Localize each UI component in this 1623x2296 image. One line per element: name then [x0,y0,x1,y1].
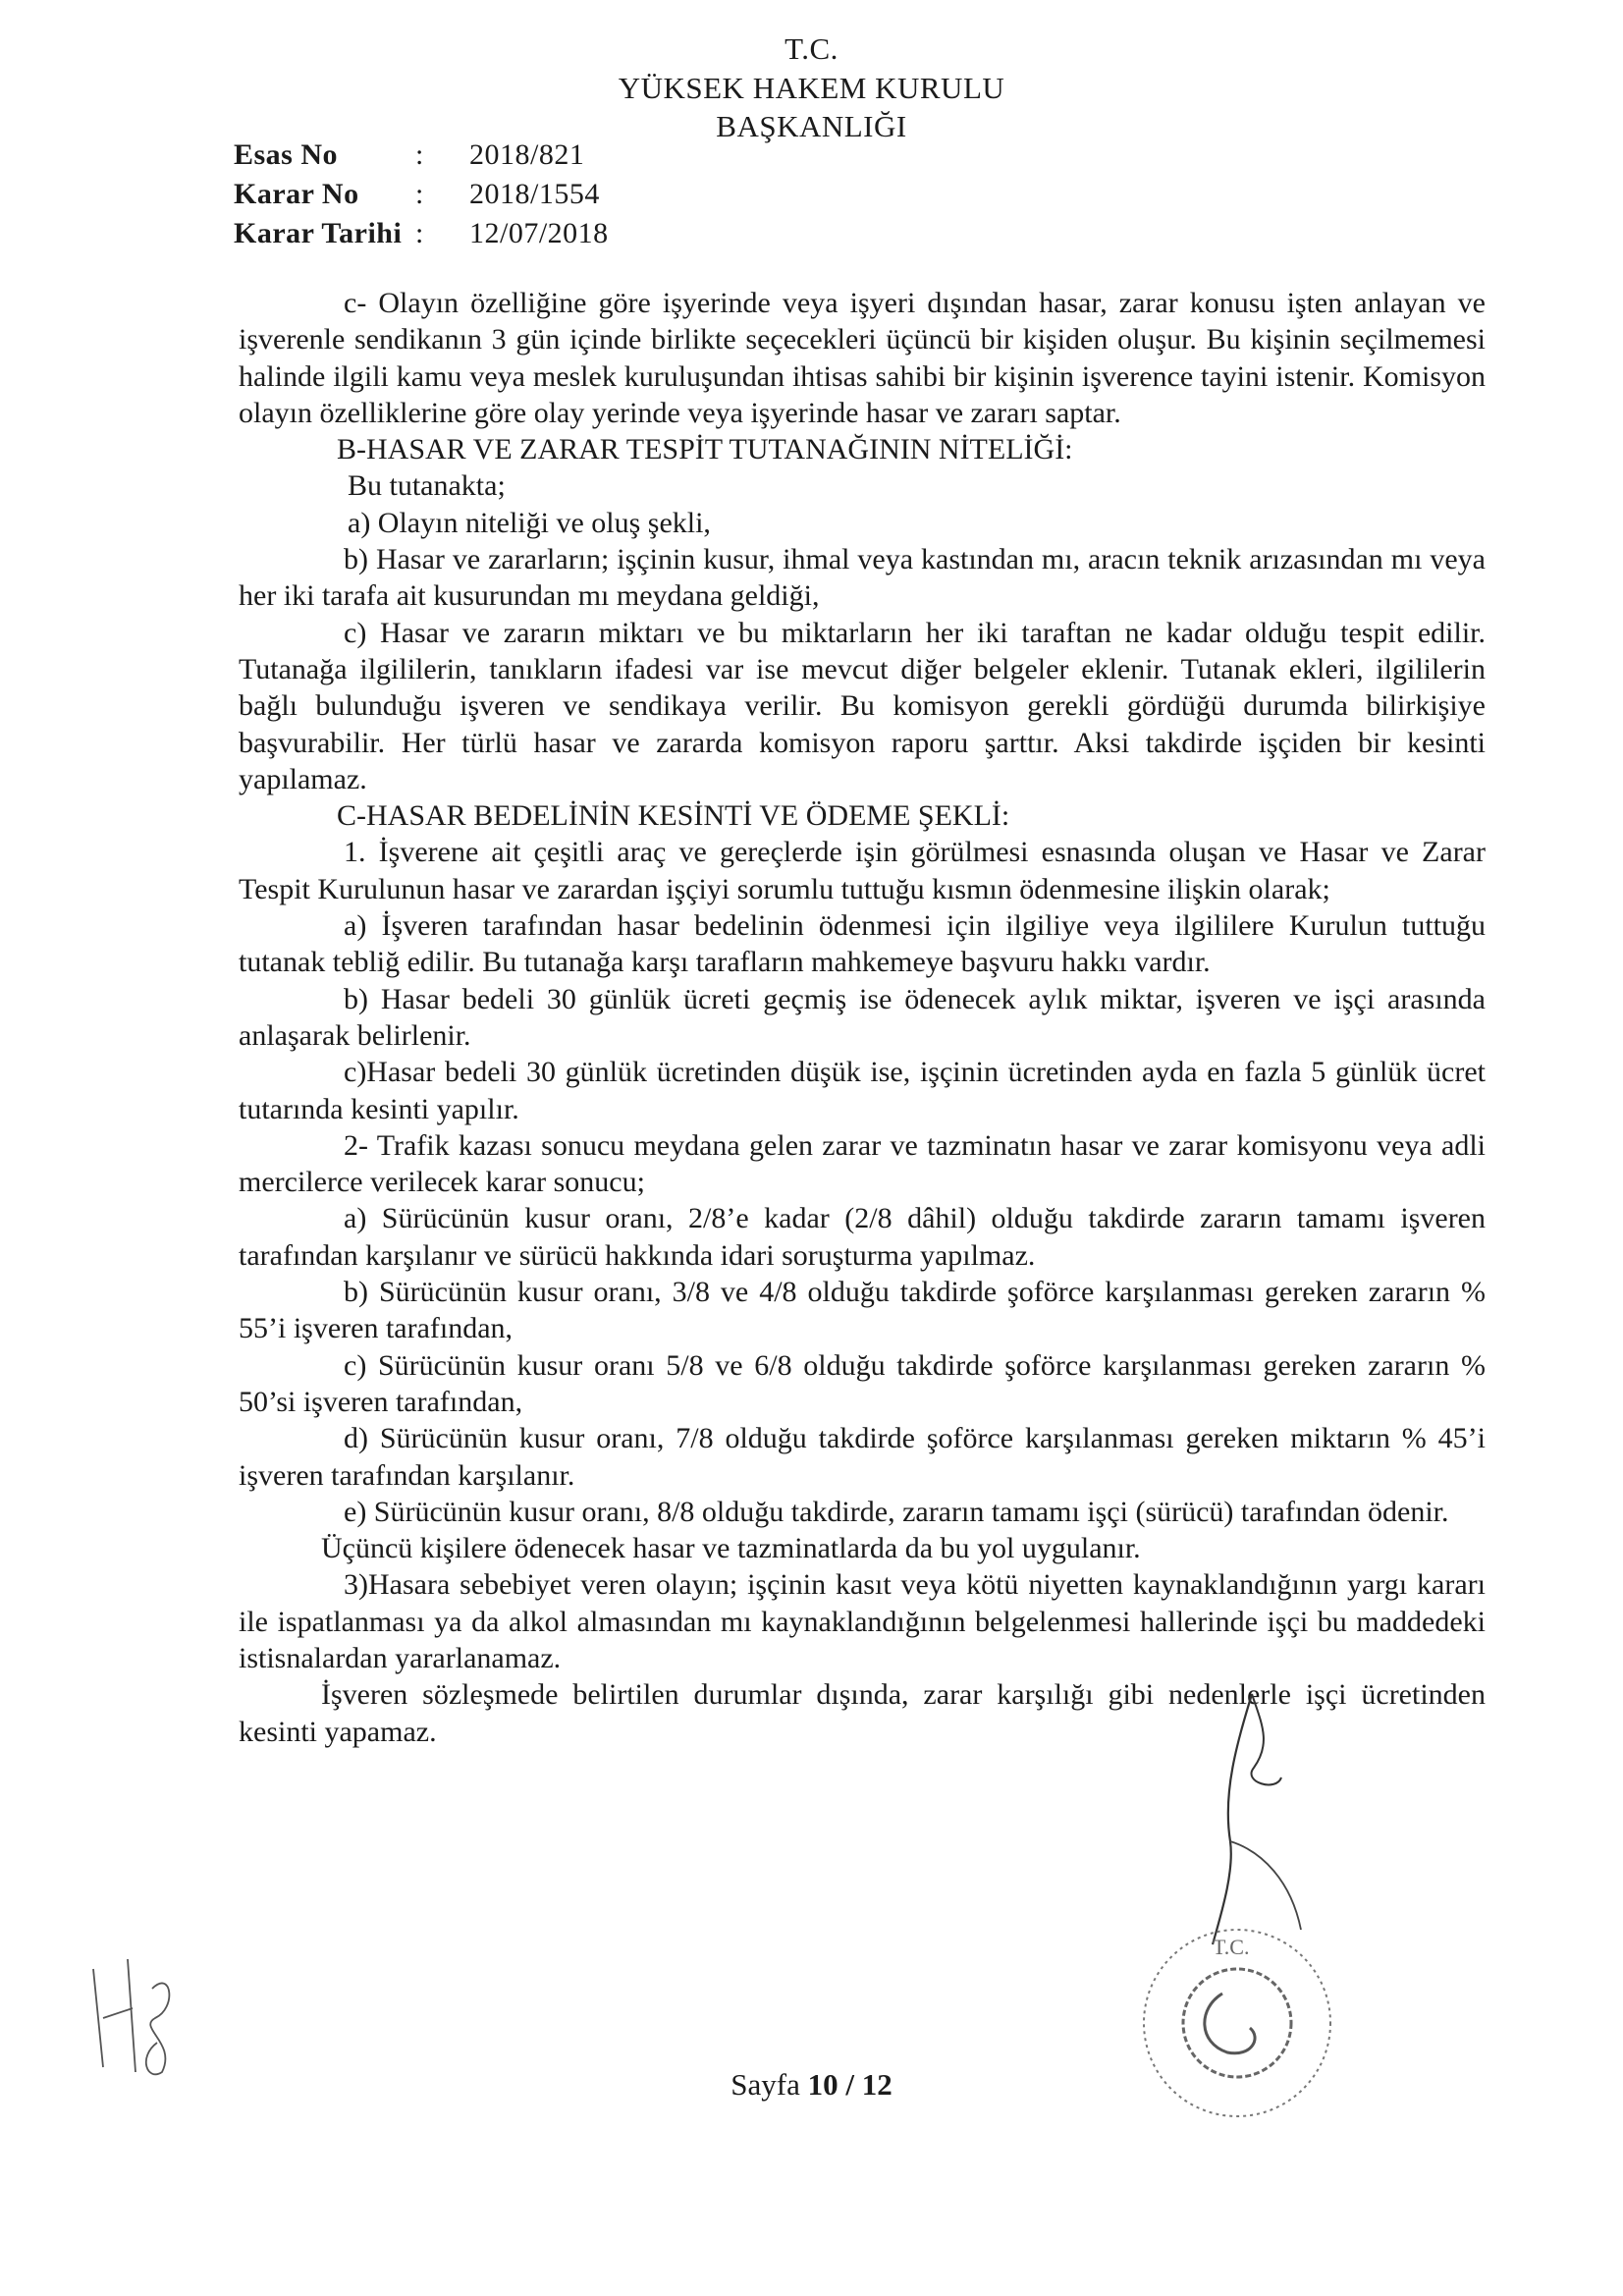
meta-value: 12/07/2018 [469,217,609,249]
signature-mark [1183,1684,1330,1949]
paragraph: 2- Trafik kazası sonucu meydana gelen zarar ve tazminatın hasar ve zarar komisyonu veya adli mercilerce verilecek karar sonucu; [239,1128,1486,1199]
page-total: 12 [861,2067,893,2102]
section-heading: B-HASAR VE ZARAR TESPİT TUTANAĞININ NİTELİĞİ: [337,433,1073,466]
page-separator: / [845,2067,854,2102]
header-tc: T.C. [784,31,839,66]
paragraph: c) Sürücünün kusur oranı 5/8 ve 6/8 olduğu takdirde şoförce karşılanması gereken zararın % 50’si işveren tarafından, [239,1348,1486,1418]
meta-separator: : [415,217,424,249]
meta-value: 2018/1554 [469,178,600,210]
handwritten-initials [79,1949,187,2087]
meta-separator: : [415,138,424,171]
page-current: 10 [807,2067,839,2102]
paragraph: b) Hasar ve zararların; işçinin kusur, ihmal veya kastından mı, aracın teknik arızasından mı veya her iki tarafa ait kusurundan mı meydana geldiği, [239,543,1486,613]
official-seal [1105,1915,1360,2141]
meta-row-karar [234,175,609,214]
paragraph: b) Hasar bedeli 30 günlük ücreti geçmiş ise ödenecek aylık miktar, işveren ve işçi arasında anlaşarak belirlenir. [239,982,1486,1052]
meta-value: 2018/821 [469,138,585,171]
paragraph: c- Olayın özelliğine göre işyerinde veya işyeri dışından hasar, zarar konusu işten anlayan ve işverenle sendikanın 3 gün içinde birlikte seçecekleri üçüncü bir kişiden oluşur. Bu kişinin seçilmemesi halinde ilgili kamu veya meslek kuruluşundan ihtisas sahibi bir kişinin işverence tayini istenir. Komisyon olayın özelliklerine göre olay yerinde veya işyerinde hasar ve zararı saptar. [239,287,1486,429]
meta-row-esas [234,136,609,175]
meta-label: Karar No [234,178,359,210]
seal-text: T.C. [1213,1935,1250,1959]
page-prefix: Sayfa [730,2067,800,2102]
section-heading: C-HASAR BEDELİNİN KESİNTİ VE ÖDEME ŞEKLİ: [337,799,1010,833]
meta-label: Karar Tarihi [234,217,403,249]
paragraph: 3)Hasara sebebiyet veren olayın; işçinin kasıt veya kötü niyetten kaynaklandığının yargı kararı ile ispatlanması ya da alkol almasından mı kaynaklandığının belgelenmesi hallerinde işçi bu maddedeki istisnalardan yararlanamaz. [239,1568,1486,1674]
paragraph: Üçüncü kişilere ödenecek hasar ve tazminatlarda da bu yol uygulanır. [321,1532,1141,1565]
paragraph: a) Olayın niteliği ve oluş şekli, [348,506,711,539]
header-institution: YÜKSEK HAKEM KURULU [618,71,1005,105]
meta-separator: : [415,178,424,210]
paragraph: c) Hasar ve zararın miktarı ve bu miktarların her iki taraftan ne kadar olduğu tespit edilir. Tutanağa ilgililerin, tanıkların ifadesi var ise mevcut diğer belgeler eklenir. Tutanak ekleri, ilgililerin bağlı bulunduğu işveren ve sendikaya verilir. Bu komisyon gerekli gördüğü durumda bilirkişiye başvurabilir. Her türlü hasar ve zararda komisyon raporu şarttır. Aksi takdirde işçiden bir kesinti yapılamaz. [239,616,1486,795]
page-number [0,2067,1623,2103]
paragraph: e) Sürücünün kusur oranı, 8/8 olduğu takdirde, zararın tamamı işçi (sürücü) tarafından ödenir. [344,1495,1449,1528]
case-meta [234,136,609,253]
paragraph: b) Sürücünün kusur oranı, 3/8 ve 4/8 olduğu takdirde şoförce karşılanması gereken zararın % 55’i işveren tarafından, [239,1276,1486,1345]
paragraph: d) Sürücünün kusur oranı, 7/8 olduğu takdirde şoförce karşılanması gereken miktarın % 45’i işveren tarafından karşılanır. [239,1422,1486,1492]
paragraph: c)Hasar bedeli 30 günlük ücretinden düşük ise, işçinin ücretinden ayda en fazla 5 günlük ücret tutarında kesinti yapılır. [239,1056,1486,1125]
meta-label: Esas No [234,138,339,171]
header-presidency: BAŞKANLIĞI [716,109,907,143]
paragraph: İşveren sözleşmede belirtilen durumlar dışında, zarar karşılığı gibi nedenlerle işçi ücretinden kesinti yapamaz. [239,1678,1486,1748]
decision-body [239,285,1486,1750]
meta-row-tarih [234,214,609,253]
paragraph: Bu tutanakta; [348,469,506,503]
paragraph: 1. İşverene ait çeşitli araç ve gereçlerde işin görülmesi esnasında oluşan ve Hasar ve Zarar Tespit Kurulunun hasar ve zarardan işçiyi sorumlu tuttuğu kısmın ödenmesine ilişkin olarak; [239,836,1486,905]
paragraph: a) Sürücünün kusur oranı, 2/8’e kadar (2/8 dâhil) olduğu takdirde zararın tamamı işveren tarafından karşılanır ve sürücü hakkında idari soruşturma yapılmaz. [239,1202,1486,1272]
paragraph: a) İşveren tarafından hasar bedelinin ödenmesi için ilgiliye veya ilgililere Kurulun tuttuğu tutanak tebliğ edilir. Bu tutanağa karşı tarafların mahkemeye başvuru hakkı vardır. [239,909,1486,979]
